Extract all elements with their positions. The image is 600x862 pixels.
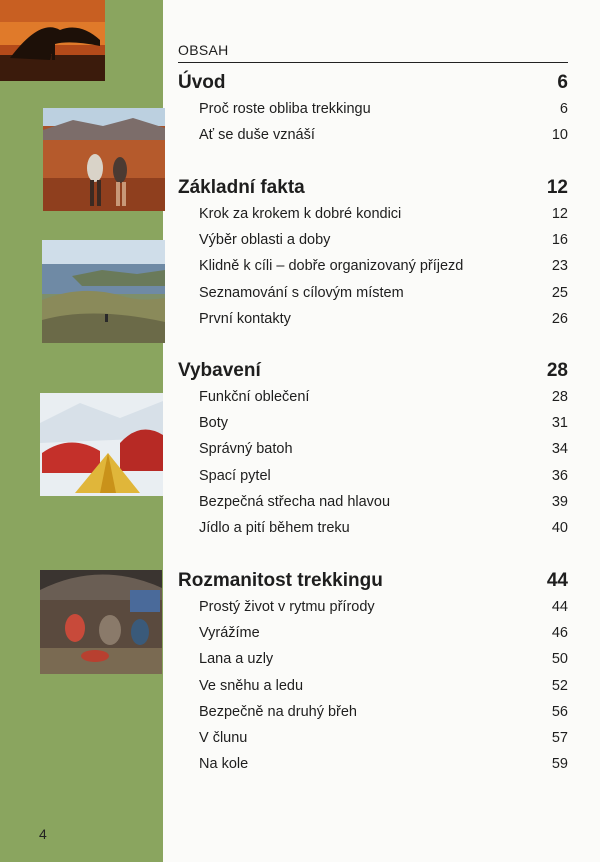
entry-page: 52 [551,678,568,694]
toc-section[interactable] [178,360,568,382]
toc-section[interactable] [178,72,568,94]
entry-page: 34 [551,441,568,457]
entry-page: 44 [551,599,568,615]
entry-title: Spací pytel [199,468,271,484]
section-page: 12 [546,177,568,198]
entry-page: 57 [551,730,568,746]
entry-page: 46 [551,625,568,641]
entry-page: 23 [551,258,568,274]
toc-entry[interactable] [178,127,568,143]
entry-page: 50 [551,651,568,667]
toc-entry[interactable] [178,258,568,274]
section-page: 28 [546,360,568,381]
entry-title: První kontakty [199,311,291,327]
section-title: Vybavení [178,360,261,381]
toc-entry[interactable] [178,730,568,746]
entry-page: 59 [551,756,568,772]
toc-entry[interactable] [178,415,568,431]
entry-title: Ať se duše vznáší [199,127,315,143]
photo-savanna-sunset [0,0,105,81]
entry-title: Prostý život v rytmu přírody [199,599,375,615]
toc-entry[interactable] [178,599,568,615]
entry-title: Lana a uzly [199,651,274,667]
entry-title: V člunu [199,730,248,746]
toc-entry[interactable] [178,494,568,510]
entry-title: Ve sněhu a ledu [199,678,304,694]
photo-snow-tents [40,393,163,496]
entry-title: Jídlo a pití během treku [199,520,350,536]
toc-heading: OBSAH [178,42,229,58]
entry-page: 40 [551,520,568,536]
entry-title: Klidně k cíli – dobře organizovaný příjezd [199,258,464,274]
entry-title: Funkční oblečení [199,389,310,405]
section-page: 6 [557,72,568,93]
toc-section[interactable] [178,570,568,592]
page-number: 4 [39,826,47,842]
photo-coastal-ridge [42,240,165,343]
toc-entry[interactable] [178,704,568,720]
entry-title: Seznamování s cílovým místem [199,285,404,301]
entry-page: 31 [551,415,568,431]
toc-entry[interactable] [178,389,568,405]
toc-entry[interactable] [178,678,568,694]
section-title: Úvod [178,72,226,93]
section-title: Rozmanitost trekkingu [178,570,383,591]
table-of-contents [178,0,568,862]
entry-page: 16 [551,232,568,248]
entry-page: 25 [551,285,568,301]
section-title: Základní fakta [178,177,305,198]
entry-page: 56 [551,704,568,720]
entry-page: 12 [551,206,568,222]
toc-entry[interactable] [178,311,568,327]
entry-page: 6 [559,101,568,117]
entry-page: 10 [551,127,568,143]
toc-entry[interactable] [178,232,568,248]
entry-title: Bezpečná střecha nad hlavou [199,494,391,510]
photo-hikers-desert [43,108,165,211]
entry-title: Krok za krokem k dobré kondici [199,206,402,222]
entry-page: 26 [551,311,568,327]
toc-entry[interactable] [178,468,568,484]
toc-entry[interactable] [178,441,568,457]
entry-page: 36 [551,468,568,484]
toc-entry[interactable] [178,625,568,641]
entry-page: 39 [551,494,568,510]
section-page: 44 [546,570,568,591]
entry-title: Boty [199,415,229,431]
entry-title: Správný batoh [199,441,293,457]
entry-title: Bezpečně na druhý břeh [199,704,357,720]
entry-title: Na kole [199,756,249,772]
toc-divider [178,62,568,63]
toc-entry[interactable] [178,206,568,222]
toc-entry[interactable] [178,101,568,117]
toc-section[interactable] [178,177,568,199]
entry-title: Výběr oblasti a doby [199,232,331,248]
toc-entry[interactable] [178,651,568,667]
entry-title: Proč roste obliba trekkingu [199,101,371,117]
toc-entry[interactable] [178,520,568,536]
entry-page: 28 [551,389,568,405]
toc-entry[interactable] [178,285,568,301]
toc-entry[interactable] [178,756,568,772]
photo-camp-group [40,570,162,674]
entry-title: Vyrážíme [199,625,260,641]
